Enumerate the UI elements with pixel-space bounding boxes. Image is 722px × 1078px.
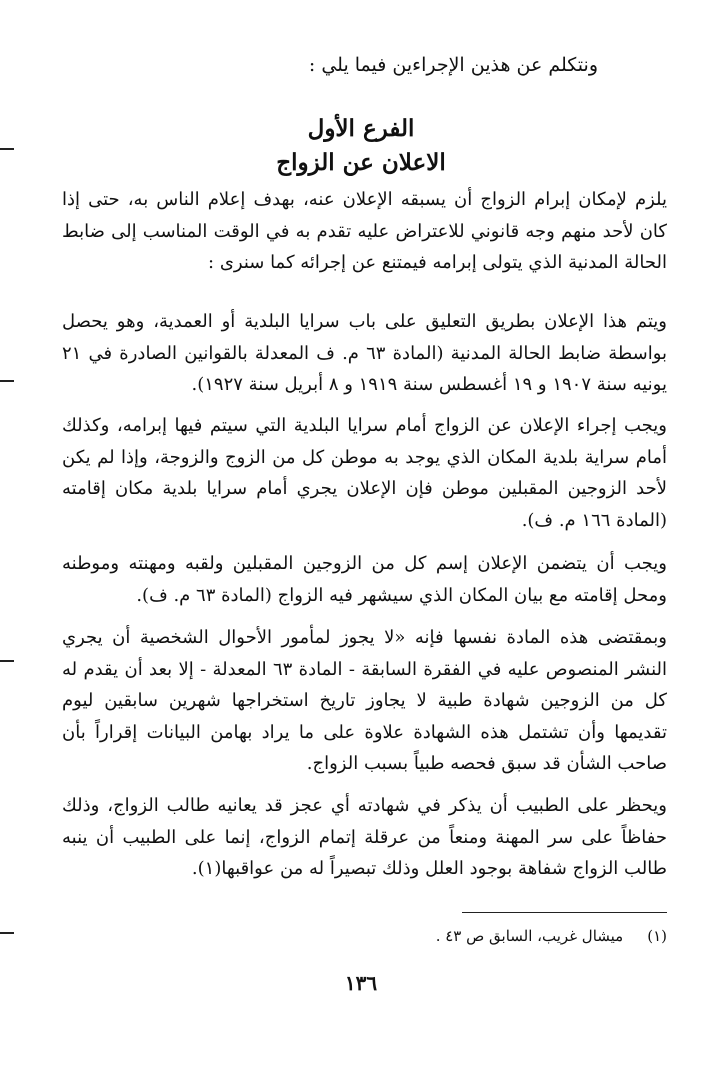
footnote-rule	[462, 912, 667, 913]
page-edge-mark	[0, 932, 14, 934]
page-edge-mark	[0, 660, 14, 662]
paragraph: وبمقتضى هذه المادة نفسها فإنه «لا يجوز لمأمور الأحوال الشخصية أن يجري النشر المنصوص عليه في الفقرة السابقة - المادة ٦٣ المعدلة - إلا بعد أن يقدم له كل من الزوجين شهادة طبية لا يجاوز تاريخ استخراجها شهرين سابقين ليوم تقديمها وأن تشتمل هذه الشهادة علاوة على ما يراد بهامن البيانات إقراراً بأن صاحب الشأن قد سبق فحصه طبياً بسبب الزواج.	[62, 627, 667, 774]
section-title: الاعلان عن الزواج	[276, 149, 446, 176]
footnote-number: (١)	[647, 927, 667, 945]
footnote-text: ميشال غريب، السابق ص ٤٣ .	[435, 927, 624, 945]
section-label: الفرع الأول	[307, 115, 415, 142]
paragraph: ويجب إجراء الإعلان عن الزواج أمام سرايا البلدية التي سيتم فيها إبرامه، وكذلك أمام سراية بلدية المكان الذي يوجد به موطن كل من الزوج والزوجة، وإذا لم يكن لأحد الزوجين المقبلين موطن فإن الإعلان يجري أمام سرايا بلدية مكان إقامته (المادة ١٦٦ م. ف).	[62, 415, 667, 531]
paragraph: ويحظر على الطبيب أن يذكر في شهادته أي عجز قد يعانيه طالب الزواج، وذلك حفاظاً على سر المهنة ومنعاً من عرقلة إتمام الزواج، إنما على الطبيب أن ينبه طالب الزواج شفاهة بوجود العلل وذلك تبصيراً له من عواقبها(١).	[62, 795, 667, 879]
page-edge-mark	[0, 380, 14, 382]
page-number: ١٣٦	[344, 971, 378, 995]
footnote	[62, 924, 667, 948]
paragraph: ويجب أن يتضمن الإعلان إسم كل من الزوجين المقبلين ولقبه ومهنته وموطنه ومحل إقامته مع بيان المكان الذي سيشهر فيه الزواج (المادة ٦٣ م. ف).	[62, 553, 668, 606]
paragraph: ويتم هذا الإعلان بطريق التعليق على باب سرايا البلدية أو العمدية، وهو يحصل بواسطة ضابط الحالة المدنية (المادة ٦٣ م. ف المعدلة بالقوانين الصادرة في ٢١ يونيه سنة ١٩٠٧ و ١٩ أغسطس سنة ١٩١٩ و ٨ أبريل سنة ١٩٢٧).	[62, 311, 667, 395]
paragraph: يلزم لإمكان إبرام الزواج أن يسبقه الإعلان عنه، بهدف إعلام الناس به، حتى إذا كان لأحد منهم وجه قانوني للاعتراض عليه تقدم به في الوقت المناسب إلى ضابط الحالة المدنية الذي يتولى إبرامه فيمتنع عن إجرائه كما سنرى :	[62, 189, 667, 273]
intro-line: ونتكلم عن هذين الإجراءين فيما يلي :	[308, 54, 598, 76]
